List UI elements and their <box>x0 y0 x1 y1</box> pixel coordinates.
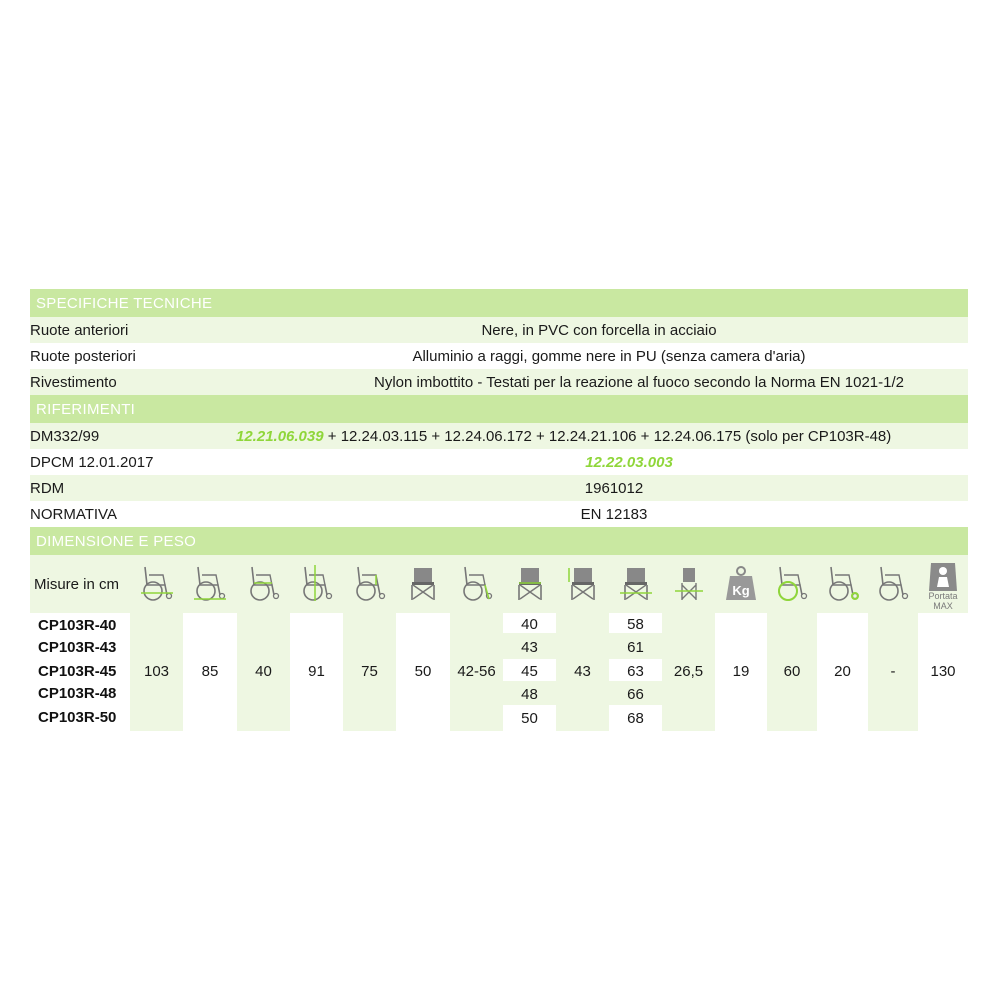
value-cell: - <box>890 663 896 680</box>
wheelchair-length-icon <box>130 563 183 603</box>
wheelchair-armrest-height-icon <box>343 563 396 603</box>
total-width-cell: 68 <box>627 710 644 727</box>
ref-value: EN 12183 <box>580 505 648 523</box>
wheelchair-side-icon <box>868 563 918 603</box>
ref-code-green: 12.21.06.039 <box>236 427 324 445</box>
total-width-cell: 63 <box>627 663 644 680</box>
wheelchair-folded-width-icon <box>662 563 715 603</box>
value-cell: 60 <box>783 663 801 680</box>
wheelchair-backrest-icon <box>396 563 450 603</box>
spec-label: Rivestimento <box>30 373 117 391</box>
wheelchair-backrest-height-icon <box>556 563 609 603</box>
spec-value: Nere, in PVC con forcella in acciaio <box>481 321 717 339</box>
model-label: CP103R-43 <box>38 639 117 656</box>
ref-label: DPCM 12.01.2017 <box>30 453 154 471</box>
wheelchair-total-width-icon <box>609 563 662 603</box>
value-cell: 130 <box>930 663 956 680</box>
total-width-cell: 58 <box>627 616 644 633</box>
ref-value <box>230 428 968 445</box>
value-cell: 50 <box>414 663 432 680</box>
section-header-dims: DIMENSIONE E PESO <box>30 527 968 555</box>
spec-label: Ruote posteriori <box>30 347 136 365</box>
spec-label: Ruote anteriori <box>30 321 129 339</box>
ref-row-rdm <box>30 475 968 501</box>
front-wheel-diameter-icon <box>817 563 868 603</box>
model-label: CP103R-48 <box>38 685 117 702</box>
ref-label: NORMATIVA <box>30 505 117 523</box>
ref-value <box>230 454 968 471</box>
model-label: CP103R-45 <box>38 663 117 680</box>
ref-code-rest: + 12.24.03.115 + 12.24.06.172 + 12.24.21.106 + 12.24.06.175 (solo per CP103R-48) <box>323 427 892 445</box>
spec-value: Alluminio a raggi, gomme nere in PU (senza camera d'aria) <box>412 347 806 365</box>
section-header-specs: SPECIFICHE TECNICHE <box>30 289 968 317</box>
ref-row-normativa <box>30 501 968 527</box>
seat-width-cell: 48 <box>521 686 538 703</box>
seat-width-cell: 43 <box>521 639 538 656</box>
rear-wheel-diameter-icon <box>767 563 817 603</box>
value-cell: 20 <box>834 663 851 680</box>
wheelchair-height-icon <box>290 563 343 603</box>
seat-width-cell: 45 <box>521 663 538 680</box>
seat-width-cell: 40 <box>521 616 538 633</box>
max-load-caption-line1: Portata <box>928 591 958 601</box>
total-width-cell: 61 <box>627 639 644 656</box>
wheelchair-folded-length-icon <box>183 563 237 603</box>
seat-width-cell: 50 <box>521 710 538 727</box>
ref-label: DM332/99 <box>30 427 100 445</box>
spec-row-rear-wheels <box>30 343 968 369</box>
ref-code-green: 12.22.03.003 <box>585 453 673 471</box>
spec-sheet <box>30 289 968 741</box>
wheelchair-seat-depth-icon <box>237 563 290 603</box>
max-load-caption <box>918 591 968 611</box>
value-cell: 19 <box>732 663 750 680</box>
value-cell: 91 <box>308 663 325 680</box>
ref-row-dm <box>30 423 968 449</box>
value-cell: 103 <box>143 663 170 680</box>
model-label: CP103R-40 <box>38 617 117 634</box>
model-label: CP103R-50 <box>38 709 117 726</box>
max-load-caption-line2: MAX <box>933 601 953 611</box>
wheelchair-legrest-length-icon <box>450 563 503 603</box>
spec-row-upholstery <box>30 369 968 395</box>
value-cell: 40 <box>255 663 272 680</box>
wheelchair-seat-width-icon <box>503 563 556 603</box>
ref-label: RDM <box>30 479 65 497</box>
units-label: Misure in cm <box>34 576 120 593</box>
section-header-refs: RIFERIMENTI <box>30 395 968 423</box>
value-cell: 43 <box>574 663 591 680</box>
value-cell: 26,5 <box>673 663 704 680</box>
value-cell: 75 <box>361 663 378 680</box>
weight-kg-icon <box>715 563 767 603</box>
ref-row-dpcm <box>30 449 968 475</box>
spec-value: Nylon imbottito - Testati per la reazione al fuoco secondo la Norma EN 1021-1/2 <box>373 373 904 391</box>
dimension-table <box>30 555 968 741</box>
total-width-cell: 66 <box>627 686 644 703</box>
spec-row-front-wheels <box>30 317 968 343</box>
value-cell: 85 <box>201 663 219 680</box>
svg-text:Kg: Kg <box>732 583 750 598</box>
ref-value: 1961012 <box>584 479 644 497</box>
value-cell: 42-56 <box>457 663 496 680</box>
